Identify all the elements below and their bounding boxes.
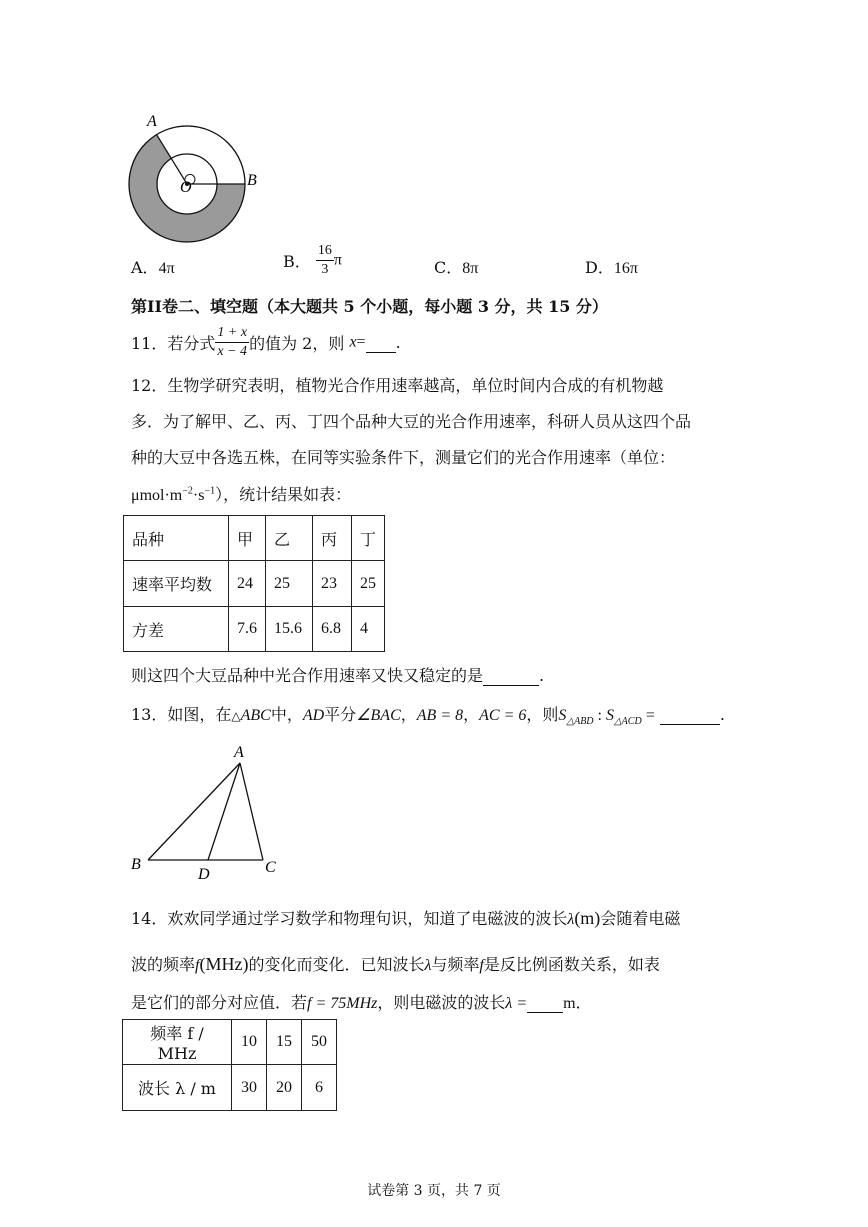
label-o: O [180,179,192,196]
table-cell: 6 [302,1065,337,1111]
table-cell: 波长 λ / m [123,1065,232,1111]
table-cell: 方差 [124,607,229,652]
q11-fraction: $\frac{1 + x}{x - 4}$ [217,325,248,359]
table-cell: 10 [232,1020,267,1065]
q12-question: 则这四个大豆品种中光合作用速率又快又稳定的是 . [131,666,545,685]
table-cell: 15 [267,1020,302,1065]
table-cell: 4 [352,607,385,652]
annulus-figure [120,108,280,248]
label-a: A [147,113,157,130]
table-cell: 丁 [352,516,385,561]
question-13: 13．如图，在△ABC中，AD平分∠BAC，AB = 8，AC = 6，则$S_{\triangle ABD}$ : $S_{\triangle ACD}$ = . [131,705,725,728]
q14-line-2: 波的频率f(MHz)的变化而变化．已知波长λ与频率f是反比例函数关系，如表 [131,954,660,974]
table-cell: 甲 [229,516,266,561]
q14-line-1: 14．欢欢同学通过学习数学和物理句识，知道了电磁波的波长λ(m)会随着电磁 [131,908,681,928]
table-cell: 品种 [124,516,229,561]
table-cell: 30 [232,1065,267,1111]
vertex-a: A [234,744,244,761]
table-cell: 7.6 [229,607,266,652]
option-c[interactable]: C．8π [434,258,479,277]
table-cell: 24 [229,561,266,607]
option-d[interactable]: D．16π [585,258,638,277]
table-cell: 15.6 [266,607,313,652]
vertex-d: D [198,866,210,883]
vertex-b: B [131,856,141,873]
q14-table [122,1019,337,1111]
q12-line-1: 12．生物学研究表明，植物光合作用速率越高，单位时间内合成的有机物越 [131,376,664,395]
table-cell: 25 [352,561,385,607]
table-cell: 23 [313,561,352,607]
q12-line-3: 种的大豆中各选五株，在同等实验条件下，测量它们的光合作用速率（单位： [131,448,676,467]
vertex-c: C [265,859,276,876]
answer-blank-11[interactable] [366,333,396,353]
answer-blank-14[interactable] [527,993,563,1013]
table-cell: 速率平均数 [124,561,229,607]
label-b: B [247,172,257,189]
table-cell: 频率 f / MHz [123,1020,232,1065]
section-title: 第II卷二、填空题（本大题共 5 个小题，每小题 3 分，共 15 分） [131,297,608,316]
option-b[interactable]: B． $\frac{16}{3}$ π [283,243,342,277]
q12-table [123,515,385,652]
answer-blank-12[interactable] [483,666,539,686]
page-footer: 试卷第 3 页，共 7 页 [367,1183,501,1199]
question-11: 11．若分式 $\frac{1 + x}{x - 4}$ 的值为 2，则 x= . [131,325,401,359]
triangle-figure [125,738,295,883]
option-a[interactable]: A．4π [131,258,175,277]
option-b-fraction: $\frac{16}{3}$ [317,243,332,277]
table-cell: 50 [302,1020,337,1065]
table-cell: 20 [267,1065,302,1111]
answer-blank-13[interactable] [660,705,720,725]
table-cell: 乙 [266,516,313,561]
table-cell: 25 [266,561,313,607]
table-cell: 6.8 [313,607,352,652]
q12-line-4: $\mu mol\cdot m^{-2}\cdot s^{-1}$），统计结果如表： [131,485,352,504]
q14-line-3: 是它们的部分对应值．若f = 75MHz，则电磁波的波长λ = m． [131,993,592,1012]
q12-line-2: 多．为了解甲、乙、丙、丁四个品种大豆的光合作用速率，科研人员从这四个品 [131,412,692,431]
table-cell: 丙 [313,516,352,561]
